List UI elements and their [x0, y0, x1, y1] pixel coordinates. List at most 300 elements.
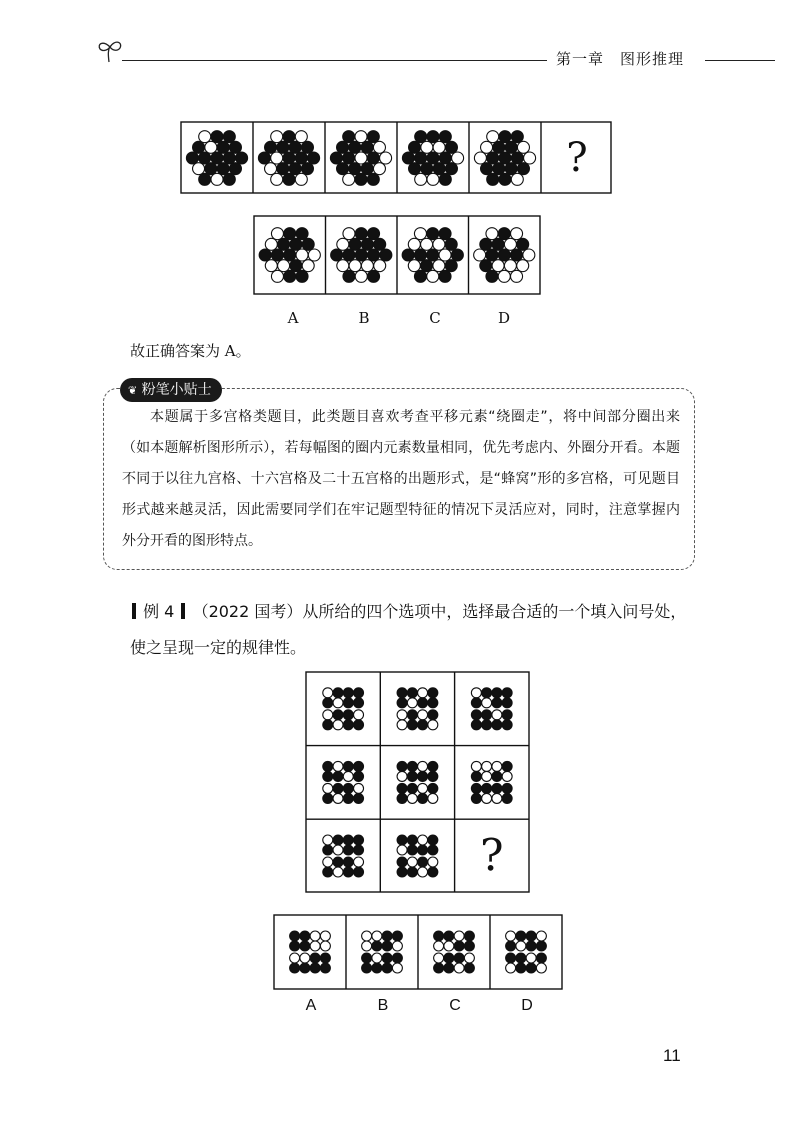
black-dot [492, 783, 502, 793]
black-circle [439, 270, 451, 282]
tip-badge [120, 378, 222, 402]
black-dot [471, 793, 481, 803]
header-rule-right [705, 60, 775, 61]
example4-question-text: 从所给的四个选项中，选择最合适的一个填入问号处，使之呈现一定的规律性。 [130, 602, 687, 657]
black-circle [308, 152, 320, 164]
white-dot [343, 771, 353, 781]
white-circle [474, 249, 486, 261]
black-dot [471, 698, 481, 708]
white-dot [464, 953, 474, 963]
black-dot [536, 941, 546, 951]
white-dot [333, 720, 343, 730]
black-dot [300, 963, 310, 973]
white-circle [421, 141, 433, 153]
white-circle [415, 173, 427, 185]
white-circle [511, 270, 523, 282]
black-dot [354, 761, 364, 771]
black-circle [205, 163, 217, 175]
white-dot [333, 698, 343, 708]
white-circle [343, 228, 355, 240]
black-dot [492, 698, 502, 708]
black-dot [492, 688, 502, 698]
black-dot [397, 793, 407, 803]
option-label-c: C [429, 309, 441, 327]
white-circle [355, 131, 367, 143]
white-circle [355, 270, 367, 282]
black-dot [343, 783, 353, 793]
black-circle [402, 152, 414, 164]
white-dot [418, 688, 428, 698]
black-circle [283, 152, 295, 164]
white-dot [320, 941, 330, 951]
black-dot [333, 857, 343, 867]
white-circle [380, 152, 392, 164]
white-dot [362, 931, 372, 941]
black-dot [382, 953, 392, 963]
black-dot [354, 793, 364, 803]
black-circle [492, 238, 504, 250]
black-circle [278, 238, 290, 250]
black-circle [415, 131, 427, 143]
white-dot [418, 710, 428, 720]
white-circle [271, 131, 283, 143]
black-dot [526, 963, 536, 973]
white-circle [373, 163, 385, 175]
black-dot [300, 941, 310, 951]
black-circle [330, 152, 342, 164]
black-dot [516, 931, 526, 941]
black-dot [444, 963, 454, 973]
white-circle [265, 163, 277, 175]
white-circle [337, 238, 349, 250]
black-circle [349, 238, 361, 250]
black-dot [372, 963, 382, 973]
black-dot [502, 720, 512, 730]
black-dot [290, 941, 300, 951]
black-dot [418, 720, 428, 730]
white-dot [310, 931, 320, 941]
example-marker-right [181, 603, 185, 619]
black-dot [397, 867, 407, 877]
white-dot [323, 710, 333, 720]
black-circle [229, 163, 241, 175]
black-circle [229, 141, 241, 153]
white-dot [418, 835, 428, 845]
white-dot [354, 857, 364, 867]
black-circle [367, 131, 379, 143]
white-circle [427, 173, 439, 185]
black-circle [355, 228, 367, 240]
black-dot [407, 783, 417, 793]
black-circle [445, 141, 457, 153]
white-circle [523, 249, 535, 261]
black-dot [333, 771, 343, 781]
black-dot [502, 761, 512, 771]
black-circle [499, 173, 511, 185]
black-circle [361, 141, 373, 153]
white-circle [278, 260, 290, 272]
black-dot [434, 963, 444, 973]
black-dot [290, 963, 300, 973]
dot-grid-options-row [273, 914, 563, 990]
black-dot [428, 845, 438, 855]
black-dot [333, 835, 343, 845]
black-dot [407, 867, 417, 877]
black-dot [428, 867, 438, 877]
white-dot [482, 771, 492, 781]
black-circle [517, 238, 529, 250]
black-dot [482, 688, 492, 698]
black-dot [333, 783, 343, 793]
white-circle [414, 228, 426, 240]
black-circle [355, 173, 367, 185]
white-dot [407, 857, 417, 867]
black-dot [502, 688, 512, 698]
black-dot [502, 783, 512, 793]
black-dot [428, 710, 438, 720]
black-dot [382, 941, 392, 951]
black-circle [414, 249, 426, 261]
black-dot [382, 963, 392, 973]
black-dot [444, 931, 454, 941]
white-circle [433, 141, 445, 153]
black-circle [517, 163, 529, 175]
black-circle [283, 173, 295, 185]
white-dot [397, 720, 407, 730]
black-circle [290, 238, 302, 250]
white-circle [504, 260, 516, 272]
black-circle [439, 173, 451, 185]
black-dot [362, 963, 372, 973]
black-circle [301, 141, 313, 153]
white-circle [295, 131, 307, 143]
black-dot [333, 710, 343, 720]
white-dot [362, 941, 372, 951]
black-circle [277, 163, 289, 175]
white-circle [498, 270, 510, 282]
black-dot [407, 688, 417, 698]
white-dot [323, 688, 333, 698]
question-mark: ? [479, 830, 504, 882]
black-dot [343, 867, 353, 877]
option-label-d: D [521, 997, 533, 1014]
black-circle [498, 228, 510, 240]
white-dot [482, 698, 492, 708]
white-dot [333, 793, 343, 803]
black-dot [418, 845, 428, 855]
black-dot [354, 845, 364, 855]
black-dot [333, 688, 343, 698]
black-dot [354, 688, 364, 698]
black-dot [343, 720, 353, 730]
white-dot [333, 867, 343, 877]
black-circle [493, 163, 505, 175]
black-dot [516, 963, 526, 973]
black-dot [428, 761, 438, 771]
black-dot [428, 698, 438, 708]
white-circle [343, 173, 355, 185]
black-dot [397, 698, 407, 708]
black-dot [343, 793, 353, 803]
white-circle [205, 141, 217, 153]
white-circle [517, 260, 529, 272]
question-mark: ? [566, 135, 588, 181]
black-circle [499, 131, 511, 143]
white-circle [487, 131, 499, 143]
option-label-b: B [377, 997, 389, 1014]
black-circle [433, 163, 445, 175]
white-dot [418, 761, 428, 771]
white-dot [502, 771, 512, 781]
black-circle [427, 228, 439, 240]
black-circle [427, 152, 439, 164]
black-dot [382, 931, 392, 941]
black-circle [486, 270, 498, 282]
black-dot [492, 771, 502, 781]
black-circle [199, 173, 211, 185]
black-circle [211, 152, 223, 164]
white-dot [310, 941, 320, 951]
black-dot [444, 953, 454, 963]
black-circle [236, 152, 248, 164]
black-circle [409, 141, 421, 153]
black-dot [418, 698, 428, 708]
black-dot [354, 835, 364, 845]
white-dot [428, 857, 438, 867]
white-circle [355, 152, 367, 164]
black-circle [259, 249, 271, 261]
black-dot [343, 835, 353, 845]
black-circle [367, 152, 379, 164]
white-circle [337, 260, 349, 272]
black-circle [337, 141, 349, 153]
white-dot [434, 941, 444, 951]
black-dot [323, 793, 333, 803]
black-circle [511, 249, 523, 261]
black-dot [354, 698, 364, 708]
black-dot [502, 698, 512, 708]
black-dot [343, 857, 353, 867]
white-circle [486, 228, 498, 240]
black-circle [499, 152, 511, 164]
black-dot [471, 720, 481, 730]
black-circle [284, 228, 296, 240]
black-circle [193, 141, 205, 153]
white-circle [481, 141, 493, 153]
white-dot [407, 698, 417, 708]
dot-grid-puzzle [305, 671, 530, 893]
white-dot [418, 867, 428, 877]
black-circle [368, 249, 380, 261]
black-dot [502, 710, 512, 720]
white-circle [439, 249, 451, 261]
white-dot [454, 931, 464, 941]
header-rule-left [122, 60, 547, 61]
black-circle [409, 163, 421, 175]
black-circle [480, 260, 492, 272]
black-circle [487, 173, 499, 185]
white-circle [295, 173, 307, 185]
black-circle [445, 260, 457, 272]
white-circle [504, 238, 516, 250]
black-circle [284, 270, 296, 282]
white-dot [492, 793, 502, 803]
black-circle [505, 163, 517, 175]
black-dot [354, 867, 364, 877]
black-circle [265, 141, 277, 153]
white-dot [397, 710, 407, 720]
black-dot [397, 761, 407, 771]
white-dot [323, 857, 333, 867]
black-circle [511, 131, 523, 143]
white-circle [511, 228, 523, 240]
black-circle [223, 131, 235, 143]
black-circle [331, 249, 343, 261]
white-dot [434, 953, 444, 963]
black-dot [397, 857, 407, 867]
white-circle [271, 228, 283, 240]
black-dot [506, 941, 516, 951]
option-label-a: A [287, 309, 299, 327]
black-circle [223, 173, 235, 185]
white-dot [506, 963, 516, 973]
white-circle [374, 260, 386, 272]
white-circle [296, 249, 308, 261]
black-circle [427, 131, 439, 143]
white-dot [354, 783, 364, 793]
white-circle [427, 270, 439, 282]
black-circle [283, 131, 295, 143]
black-circle [211, 131, 223, 143]
black-circle [343, 131, 355, 143]
black-circle [289, 163, 301, 175]
black-dot [323, 867, 333, 877]
white-circle [373, 141, 385, 153]
white-circle [271, 152, 283, 164]
white-dot [418, 783, 428, 793]
black-circle [427, 249, 439, 261]
white-dot [428, 720, 438, 730]
black-circle [367, 173, 379, 185]
black-circle [289, 141, 301, 153]
black-circle [368, 228, 380, 240]
white-dot [300, 953, 310, 963]
black-circle [284, 249, 296, 261]
black-circle [493, 141, 505, 153]
black-dot [343, 710, 353, 720]
black-circle [505, 141, 517, 153]
white-dot [333, 761, 343, 771]
black-dot [506, 953, 516, 963]
black-dot [471, 710, 481, 720]
black-circle [481, 163, 493, 175]
black-circle [343, 249, 355, 261]
chapter-title: 第一章 图形推理 [556, 50, 685, 68]
white-circle [302, 260, 314, 272]
white-circle [408, 260, 420, 272]
black-dot [392, 953, 402, 963]
option-label-a: A [305, 997, 317, 1014]
black-dot [482, 710, 492, 720]
page-number: 11 [663, 1046, 681, 1065]
black-dot [407, 761, 417, 771]
black-dot [323, 771, 333, 781]
black-circle [343, 152, 355, 164]
black-circle [402, 249, 414, 261]
white-dot [471, 688, 481, 698]
black-dot [418, 771, 428, 781]
black-circle [368, 270, 380, 282]
black-circle [271, 249, 283, 261]
black-circle [486, 249, 498, 261]
white-dot [444, 941, 454, 951]
black-circle [258, 152, 270, 164]
black-circle [445, 163, 457, 175]
white-circle [308, 249, 320, 261]
black-circle [487, 152, 499, 164]
black-circle [421, 260, 433, 272]
white-circle [433, 238, 445, 250]
black-circle [277, 141, 289, 153]
white-circle [433, 260, 445, 272]
black-dot [362, 953, 372, 963]
black-dot [320, 963, 330, 973]
black-circle [439, 131, 451, 143]
white-dot [428, 793, 438, 803]
black-dot [428, 835, 438, 845]
white-dot [333, 845, 343, 855]
black-circle [217, 163, 229, 175]
black-circle [199, 152, 211, 164]
black-dot [492, 720, 502, 730]
white-circle [349, 260, 361, 272]
sprout-icon: ❦ [128, 384, 138, 397]
black-circle [498, 249, 510, 261]
black-dot [397, 783, 407, 793]
black-circle [302, 238, 314, 250]
hexagon-puzzle-row [180, 121, 612, 194]
black-circle [480, 238, 492, 250]
option-label-c: C [449, 997, 461, 1014]
black-dot [290, 931, 300, 941]
black-dot [323, 761, 333, 771]
option-label-d: D [497, 309, 511, 327]
black-dot [310, 953, 320, 963]
white-circle [265, 260, 277, 272]
black-dot [454, 953, 464, 963]
black-circle [439, 228, 451, 240]
white-dot [323, 835, 333, 845]
black-circle [296, 270, 308, 282]
white-circle [421, 238, 433, 250]
black-dot [516, 953, 526, 963]
white-dot [516, 941, 526, 951]
black-circle [451, 249, 463, 261]
black-dot [392, 931, 402, 941]
black-dot [310, 963, 320, 973]
black-dot [407, 771, 417, 781]
black-dot [428, 771, 438, 781]
white-dot [354, 710, 364, 720]
example-marker-left [132, 603, 136, 619]
black-circle [445, 238, 457, 250]
black-dot [526, 941, 536, 951]
tip-badge-label: 粉笔小贴士 [141, 382, 212, 398]
black-circle [414, 270, 426, 282]
white-circle [271, 173, 283, 185]
black-circle [349, 163, 361, 175]
example4-label: 例 4 [143, 602, 175, 621]
